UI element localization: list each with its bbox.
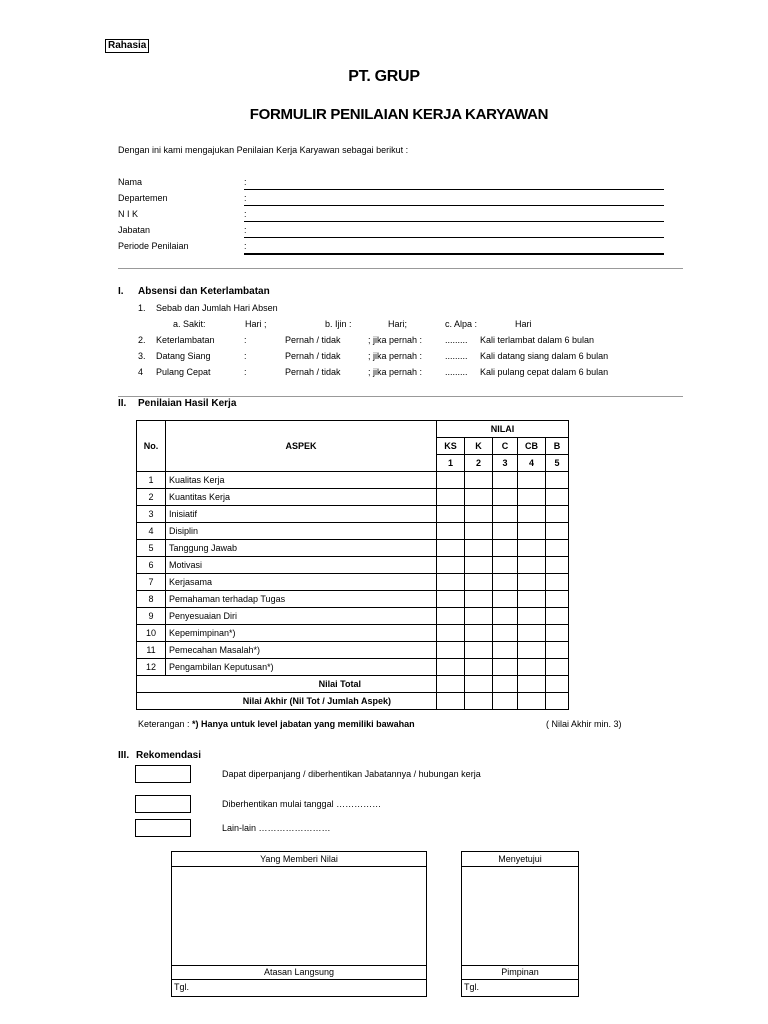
early-leave-dots[interactable]: ......... xyxy=(445,367,468,377)
assessor-date[interactable]: Tgl. xyxy=(172,979,426,995)
field-label-jabatan: Jabatan xyxy=(118,225,151,235)
score-cell[interactable] xyxy=(518,489,546,506)
come-late-label: Datang Siang xyxy=(156,351,211,361)
score-cell[interactable] xyxy=(493,523,518,540)
signature-box-assessor xyxy=(171,851,427,997)
absent-unit: Hari xyxy=(515,319,532,329)
confidential-label: Rahasia xyxy=(105,39,149,53)
field-label-nama: Nama xyxy=(118,177,143,187)
field-label-periode: Periode Penilaian xyxy=(118,241,189,251)
field-colon: : xyxy=(244,241,247,251)
come-late-dots[interactable]: ......... xyxy=(445,351,468,361)
late-dots[interactable]: ......... xyxy=(445,335,468,345)
table-row xyxy=(137,489,569,506)
score-3: 3 xyxy=(493,455,518,472)
row-aspect: Kepemimpinan*) xyxy=(166,625,437,642)
score-cell[interactable] xyxy=(493,540,518,557)
table-row xyxy=(137,523,569,540)
score-cell[interactable] xyxy=(465,659,493,676)
row-aspect: Motivasi xyxy=(166,557,437,574)
assessor-role: Atasan Langsung xyxy=(172,965,426,979)
score-cell[interactable] xyxy=(437,574,465,591)
field-colon: : xyxy=(244,177,247,187)
note-bold: *) Hanya untuk level jabatan yang memiliki bawahan xyxy=(192,719,415,729)
score-cell[interactable] xyxy=(546,506,569,523)
row-number: 3 xyxy=(137,506,166,523)
field-label-nik: N I K xyxy=(118,209,139,219)
score-cell[interactable] xyxy=(437,557,465,574)
row-number: 8 xyxy=(137,591,166,608)
score-cell[interactable] xyxy=(437,625,465,642)
company-name: PT. GRUP xyxy=(348,68,420,85)
assessor-signature-area[interactable] xyxy=(172,867,426,965)
table-row xyxy=(137,557,569,574)
table-row xyxy=(137,540,569,557)
score-cell[interactable] xyxy=(518,574,546,591)
field-input-departemen[interactable] xyxy=(244,205,664,206)
score-cell[interactable] xyxy=(518,642,546,659)
grade-c: C xyxy=(493,438,518,455)
row-aspect: Tanggung Jawab xyxy=(166,540,437,557)
row-number: 12 xyxy=(137,659,166,676)
total-cell[interactable] xyxy=(465,676,493,693)
score-4: 4 xyxy=(518,455,546,472)
sick-label: a. Sakit: xyxy=(173,319,206,329)
early-leave-number: 4 xyxy=(138,367,144,377)
score-cell[interactable] xyxy=(465,574,493,591)
row-aspect: Inisiatif xyxy=(166,506,437,523)
total-label: Nilai Total xyxy=(137,676,437,693)
row-number: 6 xyxy=(137,557,166,574)
field-input-jabatan[interactable] xyxy=(244,237,664,238)
score-cell[interactable] xyxy=(465,506,493,523)
come-late-colon: : xyxy=(244,351,247,361)
intro-text: Dengan ini kami mengajukan Penilaian Kerja Karyawan sebagai berikut : xyxy=(118,145,409,155)
score-cell[interactable] xyxy=(465,642,493,659)
final-cell[interactable] xyxy=(437,693,465,710)
score-cell[interactable] xyxy=(518,625,546,642)
score-1: 1 xyxy=(437,455,465,472)
field-label-departemen: Departemen xyxy=(118,193,168,203)
score-cell[interactable] xyxy=(465,557,493,574)
final-score-label: Nilai Akhir (Nil Tot / Jumlah Aspek) xyxy=(137,693,437,710)
row-number: 11 xyxy=(137,642,166,659)
early-leave-choice[interactable]: Pernah / tidak xyxy=(285,367,341,377)
recommend-option-2: Diberhentikan mulai tanggal …………… xyxy=(222,799,382,809)
score-cell[interactable] xyxy=(493,557,518,574)
score-cell[interactable] xyxy=(546,557,569,574)
table-note xyxy=(138,719,415,729)
come-late-number: 3. xyxy=(138,351,146,361)
score-cell[interactable] xyxy=(546,523,569,540)
score-cell[interactable] xyxy=(493,608,518,625)
come-late-ifyes: ; jika pernah : xyxy=(368,351,423,361)
score-2: 2 xyxy=(465,455,493,472)
table-row xyxy=(137,659,569,676)
row-number: 2 xyxy=(137,489,166,506)
score-cell[interactable] xyxy=(493,472,518,489)
row-aspect: Kerjasama xyxy=(166,574,437,591)
score-cell[interactable] xyxy=(546,489,569,506)
approver-header: Menyetujui xyxy=(462,852,578,867)
score-cell[interactable] xyxy=(518,523,546,540)
row-aspect: Kuantitas Kerja xyxy=(166,489,437,506)
score-cell[interactable] xyxy=(437,506,465,523)
final-cell[interactable] xyxy=(493,693,518,710)
recommend-option-3: Lain-lain …………………… xyxy=(222,823,331,833)
total-cell[interactable] xyxy=(518,676,546,693)
field-colon: : xyxy=(244,225,247,235)
signature-box-approver xyxy=(461,851,579,997)
score-cell[interactable] xyxy=(518,591,546,608)
header-no: No. xyxy=(137,421,166,472)
field-colon: : xyxy=(244,193,247,203)
min-score-note: ( Nilai Akhir min. 3) xyxy=(546,719,622,729)
field-input-periode[interactable] xyxy=(244,253,664,255)
section1-title: Absensi dan Keterlambatan xyxy=(138,286,270,297)
divider xyxy=(118,268,683,269)
late-desc: Kali terlambat dalam 6 bulan xyxy=(480,335,595,345)
score-cell[interactable] xyxy=(546,574,569,591)
row-number: 1 xyxy=(137,472,166,489)
absence-item-number: 1. xyxy=(138,303,146,313)
row-number: 5 xyxy=(137,540,166,557)
section3-title: Rekomendasi xyxy=(136,750,202,761)
row-number: 7 xyxy=(137,574,166,591)
score-cell[interactable] xyxy=(465,489,493,506)
come-late-choice[interactable]: Pernah / tidak xyxy=(285,351,341,361)
score-cell[interactable] xyxy=(493,625,518,642)
score-cell[interactable] xyxy=(546,540,569,557)
assessment-table xyxy=(136,420,569,710)
row-aspect: Penyesuaian Diri xyxy=(166,608,437,625)
early-leave-colon: : xyxy=(244,367,247,377)
score-cell[interactable] xyxy=(493,574,518,591)
section3-number: III. xyxy=(118,750,130,761)
table-row xyxy=(137,506,569,523)
score-cell[interactable] xyxy=(493,489,518,506)
row-number: 9 xyxy=(137,608,166,625)
table-row xyxy=(137,574,569,591)
score-cell[interactable] xyxy=(437,489,465,506)
form-title: FORMULIR PENILAIAN KERJA KARYAWAN xyxy=(249,106,549,123)
final-cell[interactable] xyxy=(518,693,546,710)
final-cell[interactable] xyxy=(465,693,493,710)
leave-label: b. Ijin : xyxy=(325,319,352,329)
score-cell[interactable] xyxy=(518,557,546,574)
late-number: 2. xyxy=(138,335,146,345)
come-late-desc: Kali datang siang dalam 6 bulan xyxy=(480,351,609,361)
grade-b: B xyxy=(546,438,569,455)
grade-cb: CB xyxy=(518,438,546,455)
recommend-option-1: Dapat diperpanjang / diberhentikan Jabatannya / hubungan kerja xyxy=(222,769,481,779)
score-cell[interactable] xyxy=(493,506,518,523)
absent-label: c. Alpa : xyxy=(445,319,478,329)
score-cell[interactable] xyxy=(465,523,493,540)
score-cell[interactable] xyxy=(437,472,465,489)
score-cell[interactable] xyxy=(546,625,569,642)
score-cell[interactable] xyxy=(493,591,518,608)
score-cell[interactable] xyxy=(437,642,465,659)
early-leave-ifyes: ; jika pernah : xyxy=(368,367,423,377)
field-colon: : xyxy=(244,209,247,219)
score-cell[interactable] xyxy=(465,625,493,642)
score-cell[interactable] xyxy=(437,659,465,676)
field-input-nama[interactable] xyxy=(244,189,664,190)
leave-unit: Hari; xyxy=(388,319,408,329)
total-cell[interactable] xyxy=(437,676,465,693)
score-cell[interactable] xyxy=(465,591,493,608)
score-cell[interactable] xyxy=(546,591,569,608)
grade-k: K xyxy=(465,438,493,455)
header-aspek: ASPEK xyxy=(166,421,437,472)
grade-ks: KS xyxy=(437,438,465,455)
section2-number: II. xyxy=(118,398,127,409)
score-cell[interactable] xyxy=(518,608,546,625)
score-cell[interactable] xyxy=(437,608,465,625)
score-cell[interactable] xyxy=(518,659,546,676)
recommend-checkbox-2[interactable] xyxy=(135,795,191,813)
score-cell[interactable] xyxy=(546,608,569,625)
score-cell[interactable] xyxy=(437,591,465,608)
score-cell[interactable] xyxy=(546,659,569,676)
approver-signature-area[interactable] xyxy=(462,867,578,965)
score-cell[interactable] xyxy=(437,523,465,540)
table-row xyxy=(137,608,569,625)
final-cell[interactable] xyxy=(546,693,569,710)
score-cell[interactable] xyxy=(518,540,546,557)
approver-date[interactable]: Tgl. xyxy=(462,979,578,995)
total-cell[interactable] xyxy=(546,676,569,693)
score-cell[interactable] xyxy=(437,540,465,557)
table-row xyxy=(137,591,569,608)
note-prefix: Keterangan : xyxy=(138,719,193,729)
row-aspect: Disiplin xyxy=(166,523,437,540)
row-aspect: Pemahaman terhadap Tugas xyxy=(166,591,437,608)
early-leave-desc: Kali pulang cepat dalam 6 bulan xyxy=(480,367,609,377)
late-ifyes: ; jika pernah : xyxy=(368,335,423,345)
early-leave-label: Pulang Cepat xyxy=(156,367,211,377)
field-input-nik[interactable] xyxy=(244,221,664,222)
section2-title: Penilaian Hasil Kerja xyxy=(138,398,237,409)
total-cell[interactable] xyxy=(493,676,518,693)
table-row xyxy=(137,625,569,642)
approver-role: Pimpinan xyxy=(462,965,578,979)
late-label: Keterlambatan xyxy=(156,335,215,345)
row-aspect: Kualitas Kerja xyxy=(166,472,437,489)
absence-item-text: Sebab dan Jumlah Hari Absen xyxy=(156,303,278,313)
row-aspect: Pemecahan Masalah*) xyxy=(166,642,437,659)
row-aspect: Pengambilan Keputusan*) xyxy=(166,659,437,676)
recommend-checkbox-3[interactable] xyxy=(135,819,191,837)
score-cell[interactable] xyxy=(465,608,493,625)
divider xyxy=(118,396,683,397)
header-nilai: NILAI xyxy=(437,421,569,438)
late-choice[interactable]: Pernah / tidak xyxy=(285,335,341,345)
score-cell[interactable] xyxy=(493,642,518,659)
sick-unit: Hari ; xyxy=(245,319,267,329)
row-number: 10 xyxy=(137,625,166,642)
score-cell[interactable] xyxy=(518,472,546,489)
score-cell[interactable] xyxy=(465,472,493,489)
score-cell[interactable] xyxy=(546,472,569,489)
score-cell[interactable] xyxy=(493,659,518,676)
late-colon: : xyxy=(244,335,247,345)
score-5: 5 xyxy=(546,455,569,472)
section1-number: I. xyxy=(118,286,124,297)
score-cell[interactable] xyxy=(518,506,546,523)
score-cell[interactable] xyxy=(546,642,569,659)
assessor-header: Yang Memberi Nilai xyxy=(172,852,426,867)
recommend-checkbox-1[interactable] xyxy=(135,765,191,783)
row-number: 4 xyxy=(137,523,166,540)
score-cell[interactable] xyxy=(465,540,493,557)
table-row xyxy=(137,642,569,659)
table-row xyxy=(137,472,569,489)
